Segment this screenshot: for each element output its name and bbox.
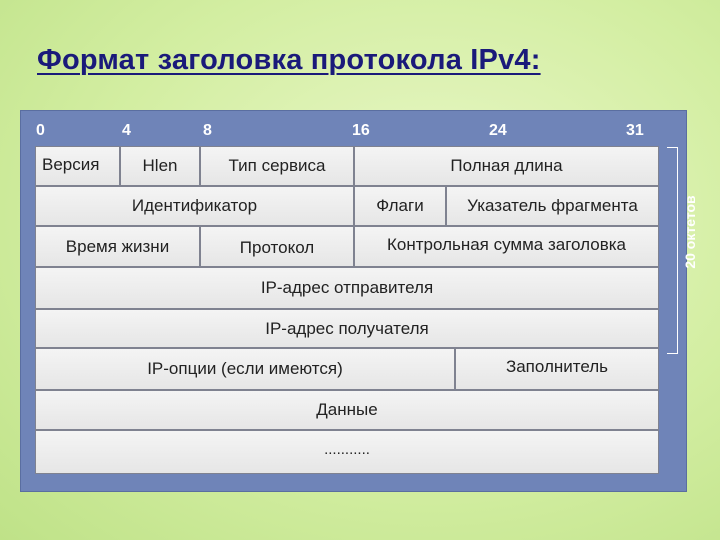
field-protocol: Протокол bbox=[200, 226, 354, 267]
bit-label-8: 8 bbox=[203, 122, 212, 139]
field-service-type: Тип сервиса bbox=[200, 146, 354, 186]
field-data: Данные bbox=[35, 390, 659, 430]
field-destination-ip: IP-адрес получателя bbox=[35, 309, 659, 348]
field-fragment-offset: Указатель фрагмента bbox=[446, 186, 659, 226]
field-ttl: Время жизни bbox=[35, 226, 200, 267]
bit-label-4: 4 bbox=[122, 122, 131, 139]
bit-label-24: 24 bbox=[489, 122, 507, 139]
field-source-ip: IP-адрес отправителя bbox=[35, 267, 659, 309]
field-checksum: Контрольная сумма заголовка bbox=[354, 226, 659, 267]
field-flags: Флаги bbox=[354, 186, 446, 226]
field-identifier: Идентификатор bbox=[35, 186, 354, 226]
bit-label-0: 0 bbox=[36, 122, 45, 139]
field-ellipsis: ........... bbox=[35, 430, 659, 474]
field-total-length: Полная длина bbox=[354, 146, 659, 186]
slide-title: Формат заголовка протокола IPv4: bbox=[37, 44, 541, 76]
bit-label-16: 16 bbox=[352, 122, 370, 139]
field-version: Версия bbox=[35, 146, 120, 186]
field-ip-options: IP-опции (если имеются) bbox=[35, 348, 455, 390]
header-size-bracket bbox=[667, 147, 678, 354]
field-padding: Заполнитель bbox=[455, 348, 659, 390]
header-size-label: 20 октетов bbox=[682, 195, 698, 269]
field-hlen: Hlen bbox=[120, 146, 200, 186]
bit-label-31: 31 bbox=[626, 122, 644, 139]
